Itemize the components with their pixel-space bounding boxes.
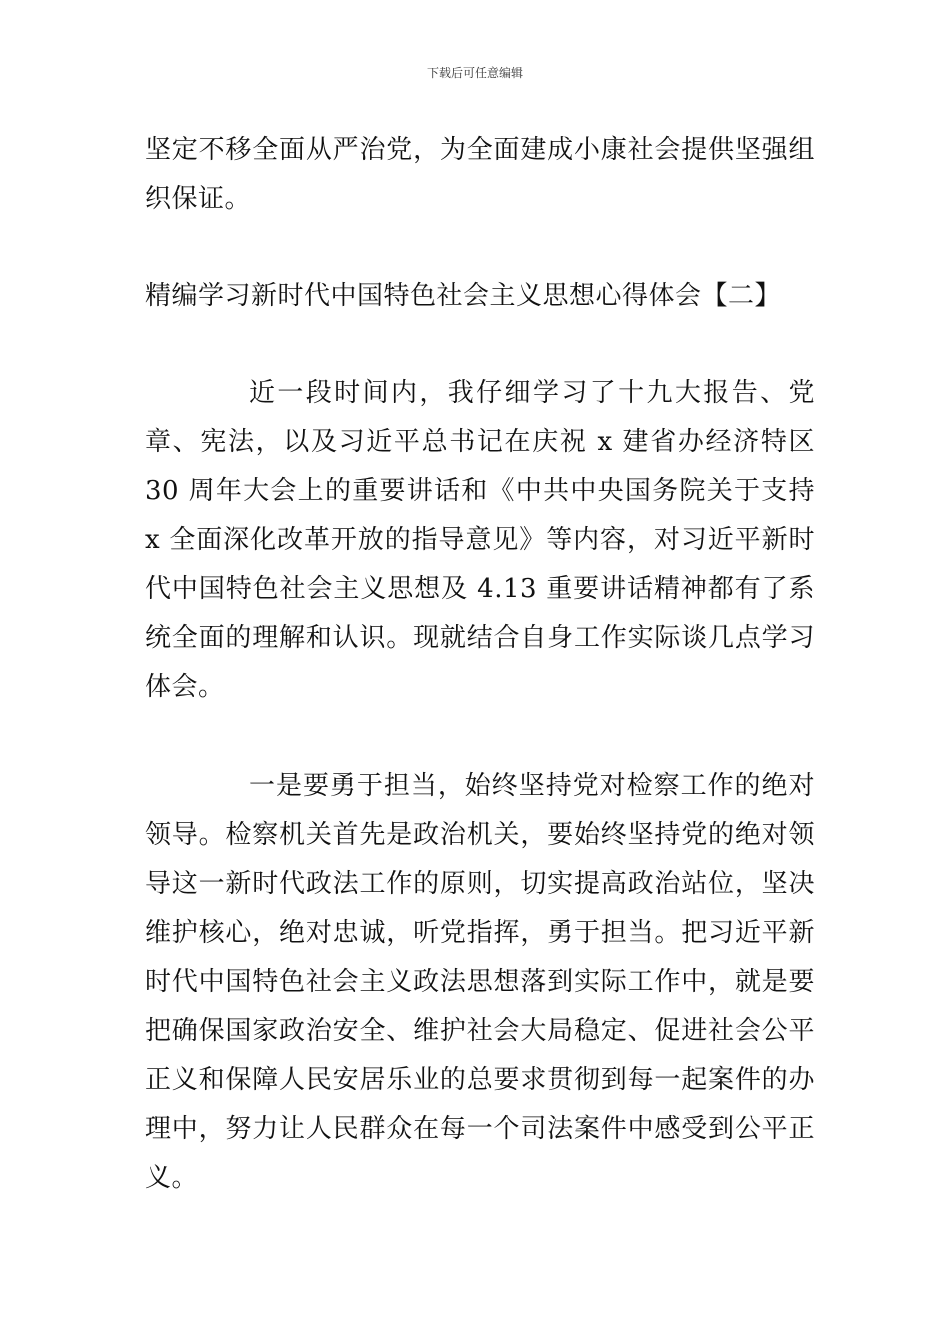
spacer (145, 224, 815, 272)
document-body (145, 126, 815, 1203)
spacer (145, 712, 815, 762)
page-header: 下载后可任意编辑 (426, 66, 523, 80)
spacer (145, 321, 815, 369)
paragraph-1: 近一段时间内，我仔细学习了十九大报告、党章、宪法，以及习近平总书记在庆祝 x 建省办经济特区 30 周年大会上的重要讲话和《中共中央国务院关于支持 x 全面深化改革开放的指导意见》等内容，对习近平新时代中国特色社会主义思想及 4.13 重要讲话精神都有了系统全面的理解和认识。现就结合自身工作实际谈几点学习体会。 (145, 378, 815, 702)
paragraph-2: 一是要勇于担当，始终坚持党对检察工作的绝对领导。检察机关首先是政治机关，要始终坚持党的绝对领导这一新时代政法工作的原则，切实提高政治站位，坚决维护核心，绝对忠诚，听党指挥，勇于担当。把习近平新时代中国特色社会主义政法思想落到实际工作中，就是要把确保国家政治安全、维护社会大局稳定、促进社会公平正义和保障人民安居乐业的总要求贯彻到每一起案件的办理中，努力让人民群众在每一个司法案件中感受到公平正义。 (145, 771, 815, 1193)
section-title: 精编学习新时代中国特色社会主义思想心得体会【二】 (145, 281, 782, 311)
intro-paragraph: 坚定不移全面从严治党，为全面建成小康社会提供坚强组织保证。 (145, 135, 815, 214)
